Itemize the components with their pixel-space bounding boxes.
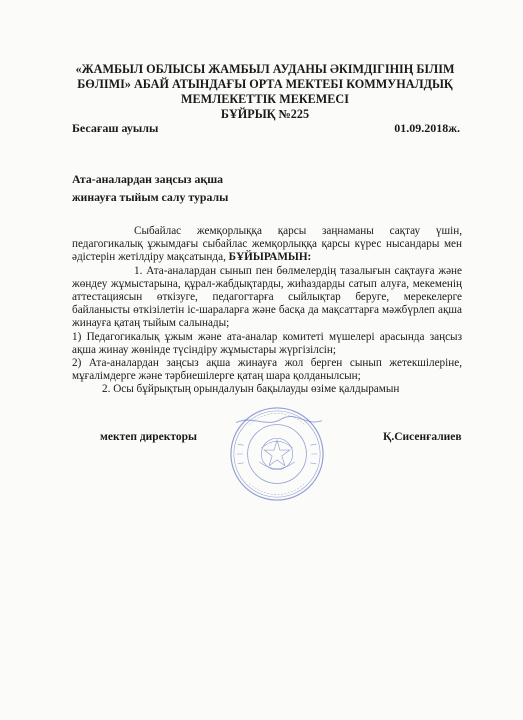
header-line-1: «ЖАМБЫЛ ОБЛЫСЫ ЖАМБЫЛ АУДАНЫ ӘКІМДІГІНІҢ БІЛІМ [75, 62, 455, 76]
subject-line-1: Ата-аналардан заңсыз ақша [72, 172, 224, 186]
place-name: Бесағаш ауылы [72, 121, 159, 135]
order-subject [72, 170, 332, 206]
header-line-3: МЕМЛЕКЕТТІК МЕКЕМЕСІ [181, 92, 349, 106]
order-item-1: 1. Ата-аналардан сынып пен бөлмелердің тазалығын сақтауға және жөндеу жұмыстарына, құрал-жабдықтарды, жиһаздарды сатып алуға, мекеменің аттестациясын өткізуге, педагогтарға сыйлықтар беруге, мерекелерге байланысты өткізілетін іс-шараларға және басқа да мақсаттарға мәжбүрлеп ақша жинауға қатаң тыйым салынады; [72, 264, 462, 330]
signer-name: Қ.Сисенғалиев [383, 431, 462, 443]
order-keyword: БҰЙЫРАМЫН: [228, 251, 312, 264]
order-body [72, 225, 462, 397]
order-date: 01.09.2018ж. [394, 121, 460, 135]
order-subitem-2: 2) Ата-аналардан заңсыз ақша жинауға жол берген сынып жетекшілеріне, мұғалімдерге және тәрбиешілерге қатаң шара қолданылсын; [72, 357, 462, 383]
intro-paragraph [72, 225, 462, 265]
order-item-2: 2. Осы бұйрықтың орындалуын бақылауды өзіме қалдырамын [102, 383, 400, 396]
intro-text: Сыбайлас жемқорлыққа қарсы заңнаманы сақтау үшін, педагогикалық ұжымдағы сыбайлас жемқорлыққа қарсы күрес нысандары мен әдістерін жетілдіру мақсатында, [72, 225, 462, 264]
order-subitem-1: 1) Педагогикалық ұжым және ата-аналар комитеті мүшелері арасында заңсыз ақша жинау жөнінде түсіндіру жұмыстары жүргізілсін; [72, 330, 462, 356]
document-header [60, 62, 470, 122]
subject-line-2: жинауға тыйым салу туралы [72, 190, 229, 204]
official-seal-icon [228, 405, 326, 503]
order-number: БҰЙРЫҚ №225 [220, 107, 310, 121]
header-line-2: БӨЛІМІ» АБАЙ АТЫНДАҒЫ ОРТА МЕКТЕБІ КОММУНАЛДЫҚ [77, 77, 453, 91]
signer-title: мектеп директоры [100, 431, 198, 443]
